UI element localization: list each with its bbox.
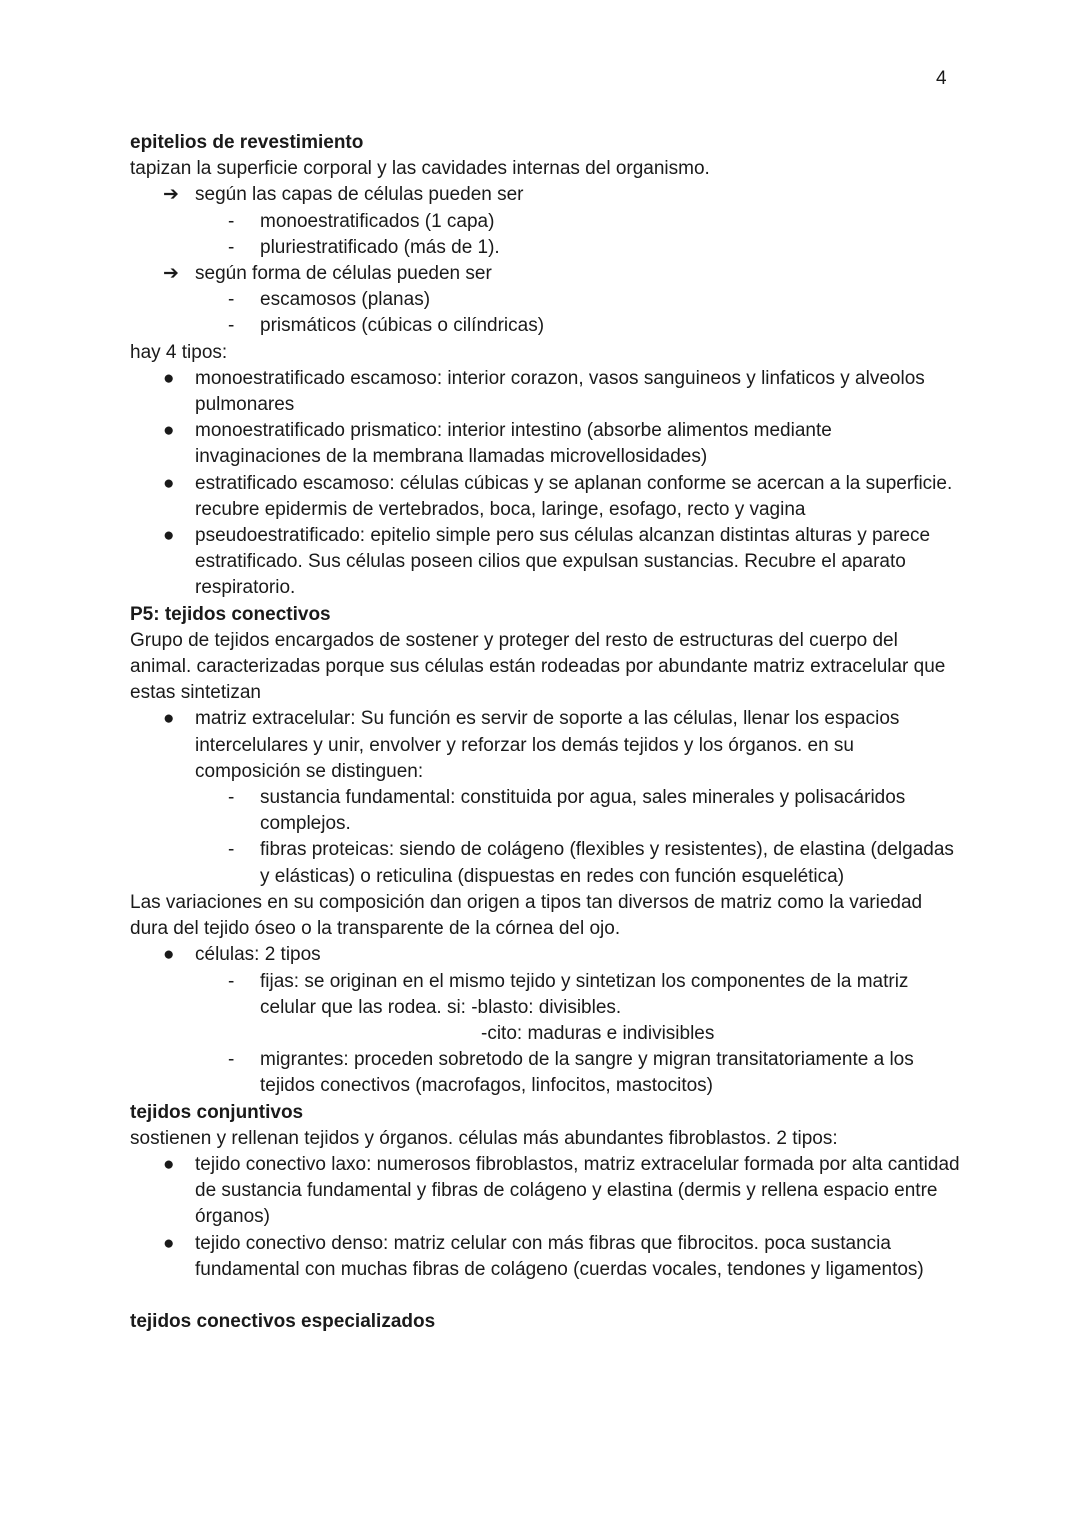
document-body [130,130,960,1335]
conectivos-intro: Grupo de tejidos encargados de sostener y proteger del resto de estructuras del cuerpo del animal. caracterizadas porque sus células están rodeadas por abundante matriz extracelular que estas sintetizan [130,629,946,704]
dash-item-text: pluriestratificado (más de 1). [260,236,500,258]
dash-icon: - [228,1049,235,1071]
bullet-item [130,1231,960,1283]
bullet-item [130,523,960,602]
bullet-item [130,418,960,470]
dash-item-text: fibras proteicas: siendo de colágeno (flexibles y resistentes), de elastina (delgadas y elásticas) o reticulina (dispuestas en redes con función esquelética) [260,839,954,887]
bullet-icon: ● [163,1153,175,1175]
bullet-item-text: tejido conectivo denso: matriz celular con más fibras que fibrocitos. poca sustancia fundamental con muchas fibras de colágeno (cuerdas vocales, tendones y ligamentos) [195,1232,924,1280]
dash-item-migrantes [130,1047,960,1099]
arrow-item-capas [130,182,960,208]
dash-icon: - [228,839,235,861]
bullet-item-text: monoestratificado escamoso: interior corazon, vasos sanguineos y linfaticos y alveolos pulmonares [195,367,925,416]
fijas-continuation: -cito: maduras e indivisibles [481,1022,715,1044]
arrow-item-text: según las capas de células pueden ser [195,184,524,206]
bullet-item-celulas [130,942,960,968]
bullet-item-text: estratificado escamoso: células cúbicas y se aplanan conforme se acercan a la superficie. recubre epidermis de vertebrados, boca, laringe, esofago, recto y vagina [195,472,953,520]
page-number: 4 [936,68,947,89]
bullet-item-text: matriz extracelular: Su función es servir de soporte a las células, llenar los espacios intercelulares y unir, envolver y reforzar los demás tejidos y los órganos. en su composición se distinguen: [195,708,900,782]
dash-item-text: sustancia fundamental: constituida por agua, sales minerales y polisacáridos complejos. [260,787,906,835]
bullet-item-text: pseudoestratificado: epitelio simple pero sus células alcanzan distintas alturas y parece estratificado. Sus células poseen cilios que expulsan sustancias. Recubre el aparato respiratorio. [195,525,931,599]
bullet-icon: ● [163,1232,175,1254]
bullet-item-matriz [130,706,960,785]
bullet-icon: ● [163,525,175,547]
dash-item-fijas [130,969,960,1021]
dash-item [130,785,960,837]
bullet-icon: ● [163,367,175,389]
dash-icon: - [228,315,235,337]
epitelios-intro: tapizan la superficie corporal y las cavidades internas del organismo. [130,158,710,180]
dash-item-text: migrantes: proceden sobretodo de la sangre y migran transitatoriamente a los tejidos conectivos (macrofagos, linfocitos, mastocitos) [260,1049,914,1097]
dash-icon: - [228,289,235,311]
bullet-icon: ● [163,944,175,966]
dash-icon: - [228,787,235,809]
blank-line [130,1283,960,1309]
dash-item-text: prismáticos (cúbicas o cilíndricas) [260,315,545,337]
heading-epitelios: epitelios de revestimiento [130,132,364,153]
heading-especializados: tejidos conectivos especializados [130,1310,436,1332]
conjuntivos-intro: sostienen y rellenan tejidos y órganos. células más abundantes fibroblastos. 2 tipos: [130,1127,838,1149]
bullet-item [130,366,960,418]
heading-conectivos: P5: tejidos conectivos [130,603,331,625]
dash-icon: - [228,236,235,258]
dash-item [130,837,960,889]
dash-item [130,313,960,339]
dash-item [130,209,960,235]
dash-item [130,287,960,313]
dash-item-text: fijas: se originan en el mismo tejido y sintetizan los componentes de la matriz celular que las rodea. si: -blasto: divisibles. [260,970,909,1018]
bullet-item-text: células: 2 tipos [195,944,321,966]
bullet-item [130,471,960,523]
bullet-icon: ● [163,472,175,494]
dash-icon: - [228,210,235,232]
variaciones-paragraph: Las variaciones en su composición dan origen a tipos tan diversos de matriz como la variedad dura del tejido óseo o la transparente de la córnea del ojo. [130,891,923,940]
dash-icon: - [228,970,235,992]
arrow-item-text: según forma de células pueden ser [195,263,492,285]
heading-conjuntivos: tejidos conjuntivos [130,1101,304,1123]
bullet-icon: ● [163,708,175,730]
bullet-icon: ● [163,420,175,442]
arrow-item-forma [130,261,960,287]
arrow-icon: ➔ [163,263,179,285]
dash-item [130,235,960,261]
arrow-icon: ➔ [163,184,179,206]
dash-item-text: monoestratificados (1 capa) [260,210,495,232]
dash-item-text: escamosos (planas) [260,289,431,311]
bullet-item-text: tejido conectivo laxo: numerosos fibroblastos, matriz extracelular formada por alta cantidad de sustancia fundamental y fibras de colágeno y elastina (dermis y rellena espacio entre órganos) [195,1153,960,1228]
tipos-intro: hay 4 tipos: [130,341,228,363]
bullet-item [130,1152,960,1231]
bullet-item-text: monoestratificado prismatico: interior intestino (absorbe alimentos mediante invaginaciones de la membrana llamadas microvellosidades) [195,420,832,468]
